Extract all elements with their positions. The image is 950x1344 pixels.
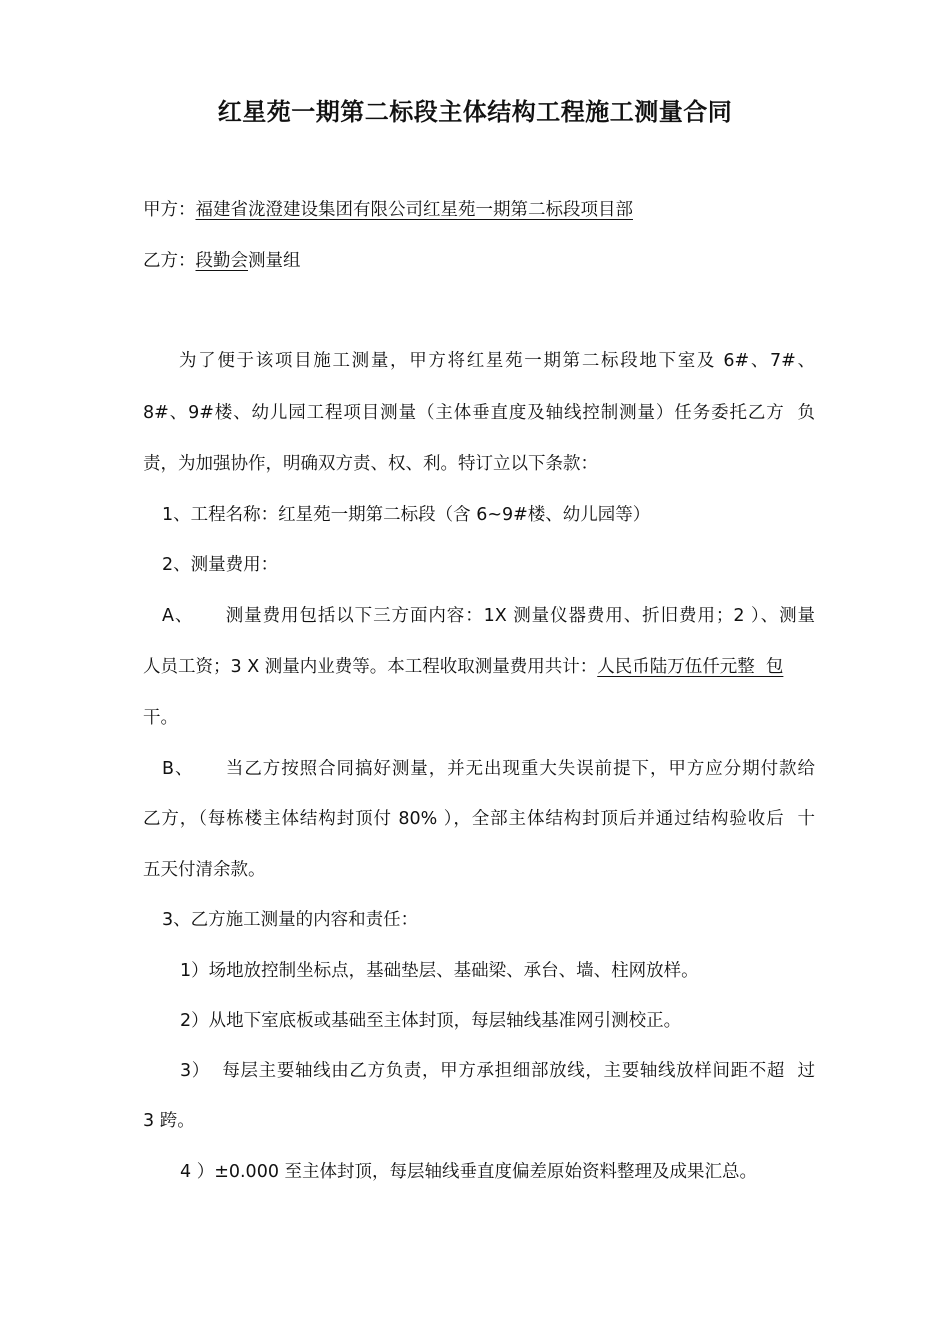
clause-1 <box>162 498 815 532</box>
sub-item-1 <box>180 954 815 988</box>
party-a-label: 甲方： <box>143 200 196 220</box>
clause-3-text: 3、乙方施工测量的内容和责任： <box>162 910 419 930</box>
clause-a-text-1: A、 测量费用包括以下三方面内容：1X 测量仪器费用、折旧费用；2 ）、测量 <box>162 606 815 626</box>
clause-b-text-2: 乙方，（每栋楼主体结构封顶付 80% ），全部主体结构封顶后并通过结构验收后 十 <box>143 809 815 829</box>
clause-b-line-1 <box>162 752 815 786</box>
clause-1-text: 1、工程名称：红星苑一期第二标段（含 6~9#楼、幼儿园等） <box>162 505 651 525</box>
sub-item-3-text-1: 3） 每层主要轴线由乙方负责，甲方承担细部放线，主要轴线放样间距不超 过 <box>180 1061 815 1081</box>
sub-item-2-text: 2）从地下室底板或基础至主体封顶，每层轴线基准网引测校正。 <box>180 1011 682 1031</box>
fee-amount: 人民币陆万伍仟元整 包 <box>597 657 784 677</box>
intro-line-1 <box>179 344 815 378</box>
intro-text-3: 责，为加强协作，明确双方责、权、利。特订立以下条款： <box>143 454 598 474</box>
intro-line-2 <box>143 396 815 430</box>
clause-b-text-3: 五天付清余款。 <box>143 860 266 880</box>
intro-text-2: 8#、9#楼、幼儿园工程项目测量（主体垂直度及轴线控制测量）任务委托乙方 负 <box>143 403 815 423</box>
intro-text-1: 为了便于该项目施工测量，甲方将红星苑一期第二标段地下室及 6#、7#、 <box>179 351 815 371</box>
sub-item-4 <box>180 1155 815 1189</box>
clause-a-line-3 <box>143 701 815 735</box>
sub-item-3-line-1 <box>180 1054 815 1088</box>
clause-b-line-2 <box>143 802 815 836</box>
clause-b-line-3 <box>143 853 815 887</box>
sub-item-3-line-2 <box>143 1104 815 1138</box>
party-b-name-underlined: 段勤会 <box>195 251 248 271</box>
clause-a-text-3: 干。 <box>143 708 178 728</box>
clause-a-text-2: 人员工资；3 X 测量内业费等。本工程收取测量费用共计： <box>143 657 598 677</box>
sub-item-1-text: 1）场地放控制坐标点，基础垫层、基础梁、承台、墙、柱网放样。 <box>180 961 699 981</box>
party-b-name-rest: 测量组 <box>248 251 301 271</box>
sub-item-4-text: 4 ）±0.000 至主体封顶，每层轴线垂直度偏差原始资料整理及成果汇总。 <box>180 1162 758 1182</box>
clause-b-text-1: B、 当乙方按照合同搞好测量，并无出现重大失误前提下，甲方应分期付款给 <box>162 759 815 779</box>
clause-3 <box>162 903 815 937</box>
clause-a-line-2 <box>143 650 815 684</box>
clause-a-line-1 <box>162 599 815 633</box>
party-a-line <box>143 193 843 227</box>
party-b-line <box>143 244 843 278</box>
sub-item-3-text-2: 3 跨。 <box>143 1111 195 1131</box>
intro-line-3 <box>143 447 815 481</box>
clause-2-text: 2、测量费用： <box>162 555 279 575</box>
document-title: 红星苑一期第二标段主体结构工程施工测量合同 <box>217 98 733 126</box>
party-b-label: 乙方： <box>143 251 196 271</box>
clause-2 <box>162 548 815 582</box>
sub-item-2 <box>180 1004 815 1038</box>
party-a-name: 福建省泷澄建设集团有限公司红星苑一期第二标段项目部 <box>195 200 633 220</box>
